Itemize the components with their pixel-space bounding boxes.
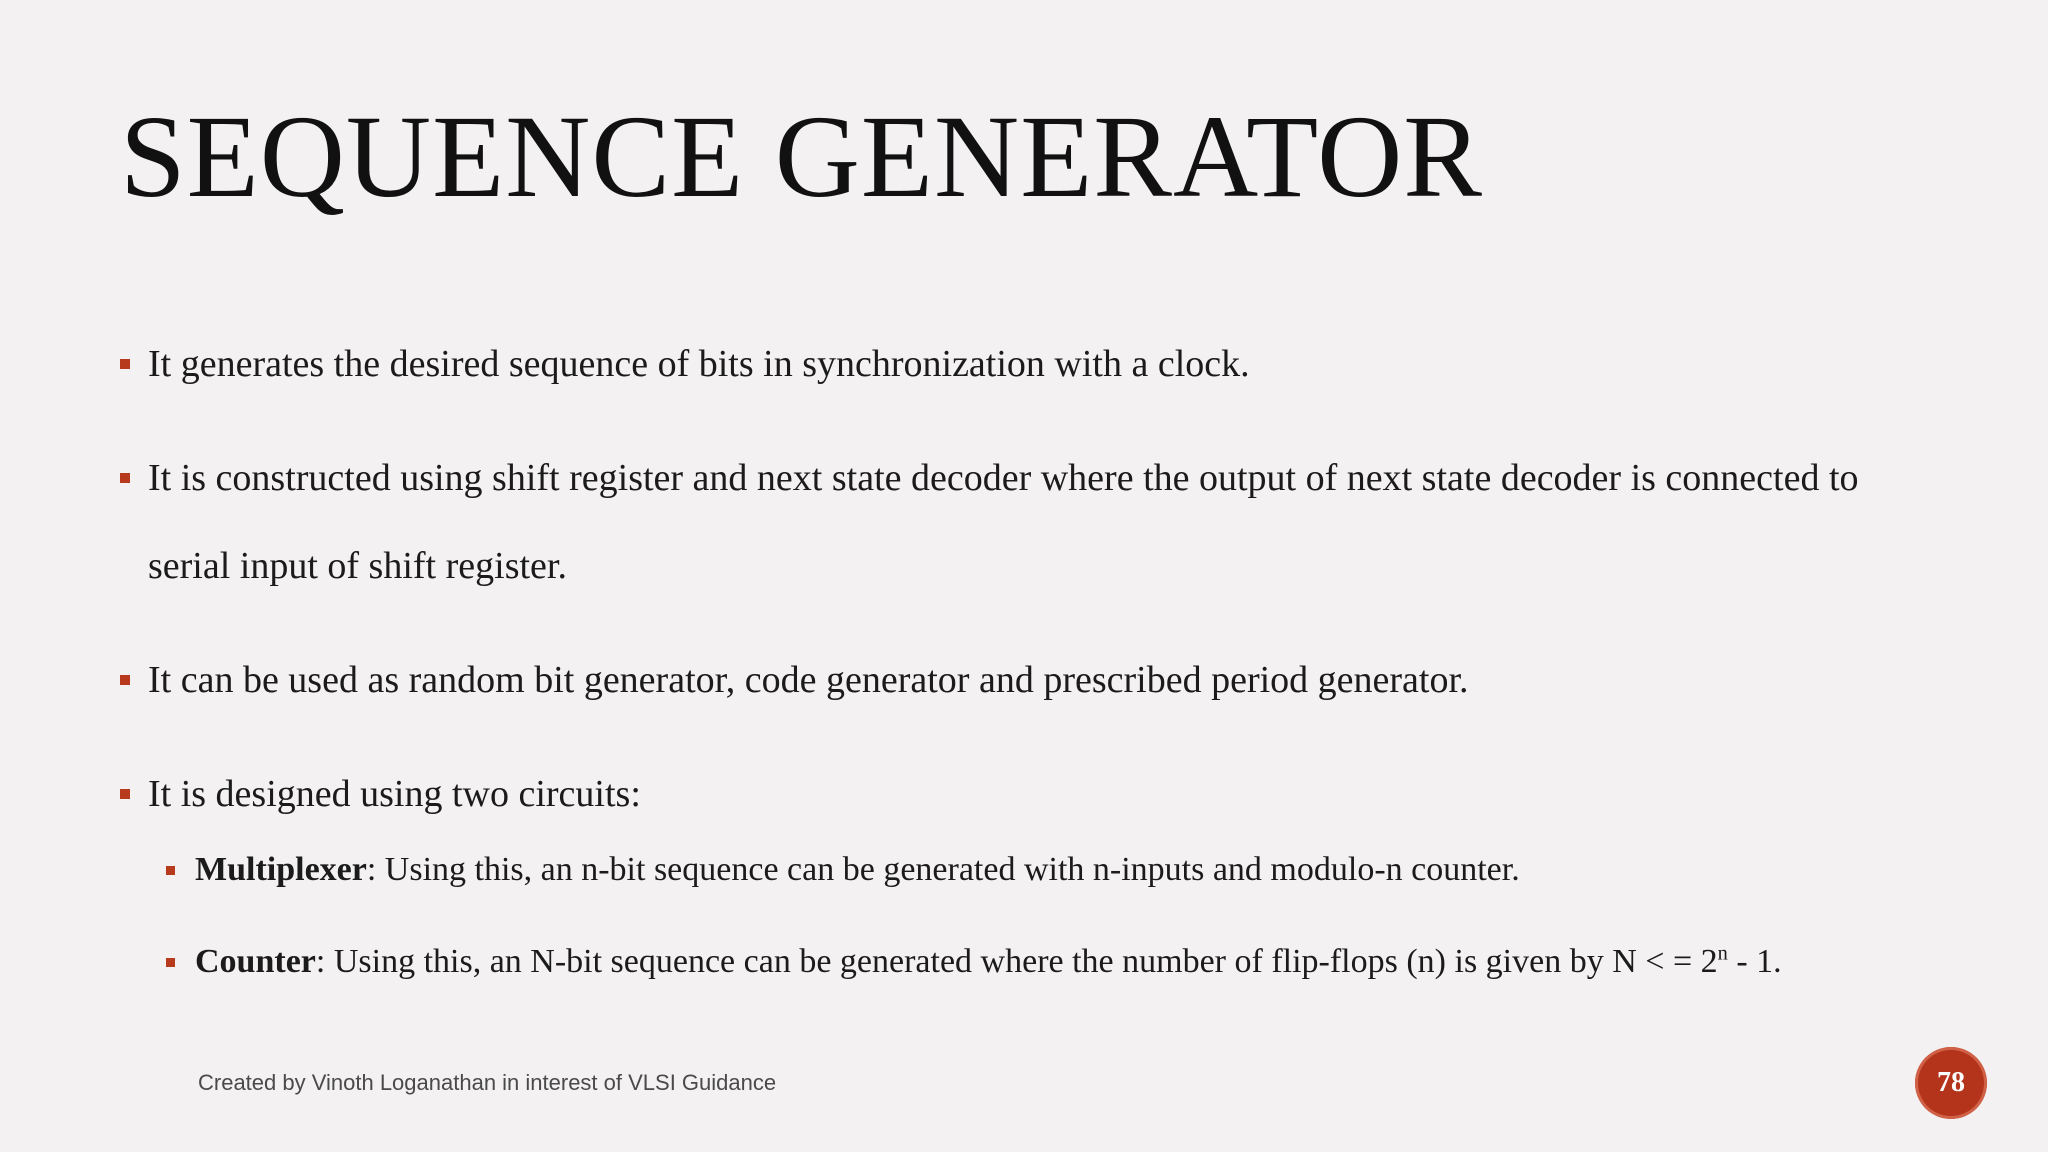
superscript-exponent: n [1717,942,1728,965]
bullet-text: It can be used as random bit generator, code generator and prescribed period generator. [148,659,1469,701]
square-bullet-icon [120,359,130,369]
square-bullet-icon [120,789,130,799]
square-bullet-icon [120,675,130,685]
sub-bullet-multiplexer [166,845,1996,895]
sub-bullet-text: : Using this, an N-bit sequence can be generated where the number of flip-flops (n) is given by N < = 2 [315,943,1718,980]
bullet-text: It is designed using two circuits: [148,773,641,815]
page-number: 78 [1937,1067,1965,1098]
sub-bullet-list [120,845,1996,1029]
bullet-item-2 [120,434,1950,610]
footer-credit: Created by Vinoth Loganathan in interest of VLSI Guidance [198,1070,777,1095]
page-number-badge [1915,1047,1987,1119]
bullet-text: It generates the desired sequence of bits in synchronization with a clock. [148,343,1250,385]
sub-bullet-counter [166,937,1996,987]
sub-bullet-term: Multiplexer [195,851,367,888]
sub-bullet-term: Counter [195,943,316,980]
square-bullet-icon [166,958,175,967]
slide-title: SEQUENCE GENERATOR [120,91,1484,222]
sub-bullet-text: : Using this, an n-bit sequence can be generated with n-inputs and modulo-n counter. [366,851,1520,888]
bullet-list [120,320,1950,846]
bullet-text: It is constructed using shift register and next state decoder where the output of next state decoder is connected to serial input of shift register. [148,457,1859,587]
sub-bullet-text-end: - 1. [1727,943,1782,980]
bullet-item-4 [120,750,1950,838]
bullet-item-1 [120,320,1950,408]
square-bullet-icon [166,866,175,875]
bullet-item-3 [120,636,1950,724]
square-bullet-icon [120,473,130,483]
